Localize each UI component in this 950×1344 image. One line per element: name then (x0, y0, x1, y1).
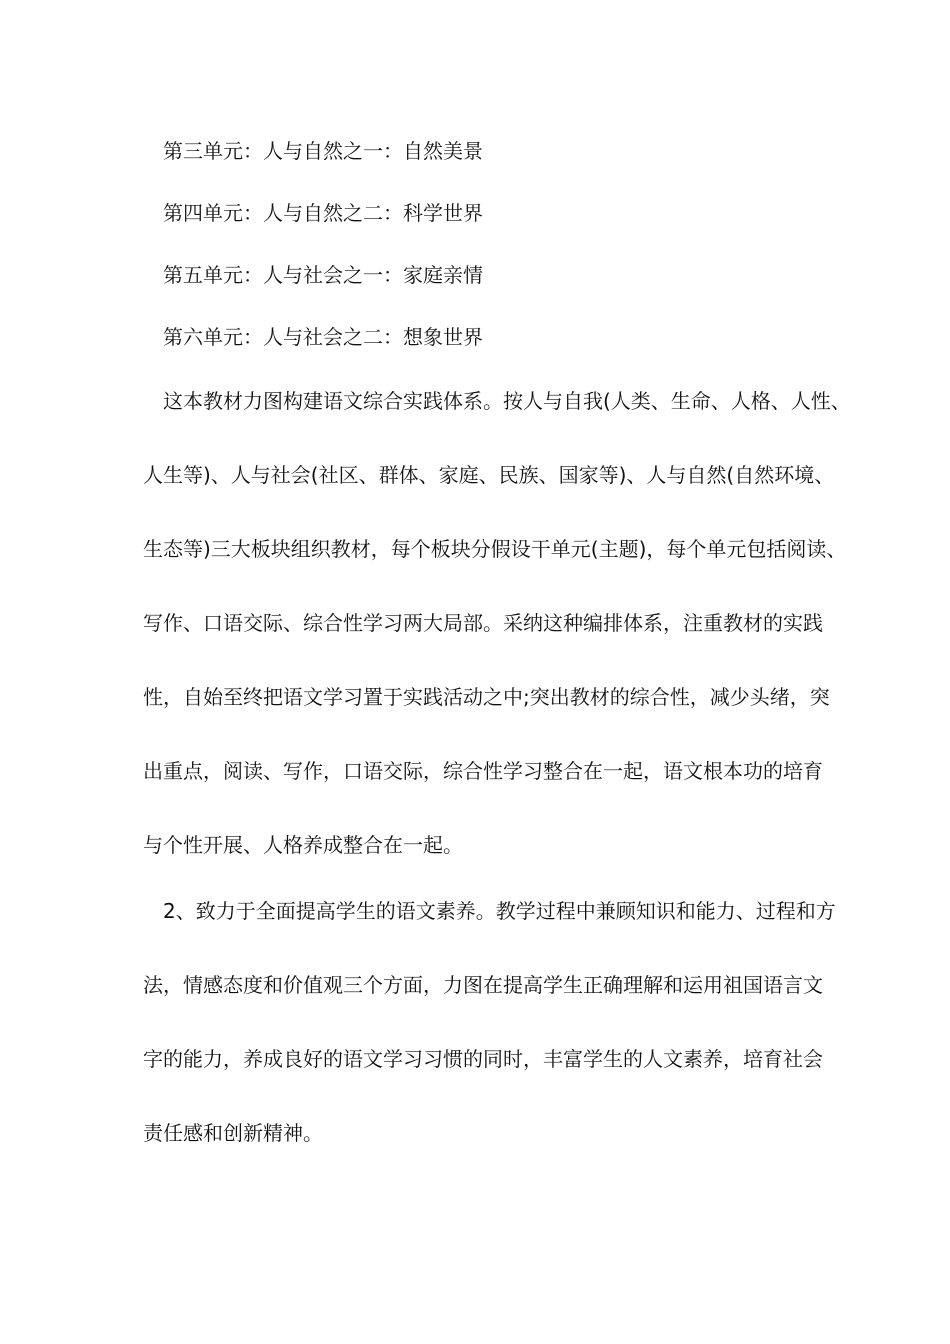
unit-line-3: 第三单元：人与自然之一：自然美景 (163, 139, 483, 163)
paragraph2-line: 2、致力于全面提高学生的语文素养。教学过程中兼顾知识和能力、过程和方 (163, 899, 836, 923)
paragraph1-line: 与个性开展、人格养成整合在一起。 (143, 833, 463, 857)
unit-line-5: 第五单元：人与社会之一：家庭亲情 (163, 263, 483, 287)
paragraph1-line: 出重点，阅读、写作，口语交际，综合性学习整合在一起，语文根本功的培育 (143, 759, 823, 783)
paragraph2-line: 法，情感态度和价值观三个方面，力图在提高学生正确理解和运用祖国语言文 (143, 973, 823, 997)
paragraph2-line: 责任感和创新精神。 (143, 1121, 323, 1145)
paragraph1-line: 写作、口语交际、综合性学习两大局部。采纳这种编排体系，注重教材的实践 (143, 611, 823, 635)
paragraph1-line: 这本教材力图构建语文综合实践体系。按人与自我(人类、生命、人格、人性、 (163, 389, 851, 413)
unit-line-4: 第四单元：人与自然之二：科学世界 (163, 201, 483, 225)
paragraph1-line: 生态等)三大板块组织教材，每个板块分假设干单元(主题)，每个单元包括阅读、 (143, 537, 847, 561)
paragraph1-line: 人生等)、人与社会(社区、群体、家庭、民族、国家等)、人与自然(自然环境、 (143, 463, 835, 487)
paragraph2-line: 字的能力，养成良好的语文学习习惯的同时，丰富学生的人文素养，培育社会 (143, 1047, 823, 1071)
paragraph1-line: 性，自始至终把语文学习置于实践活动之中;突出教材的综合性，减少头绪，突 (143, 685, 830, 709)
unit-line-6: 第六单元：人与社会之二：想象世界 (163, 325, 483, 349)
